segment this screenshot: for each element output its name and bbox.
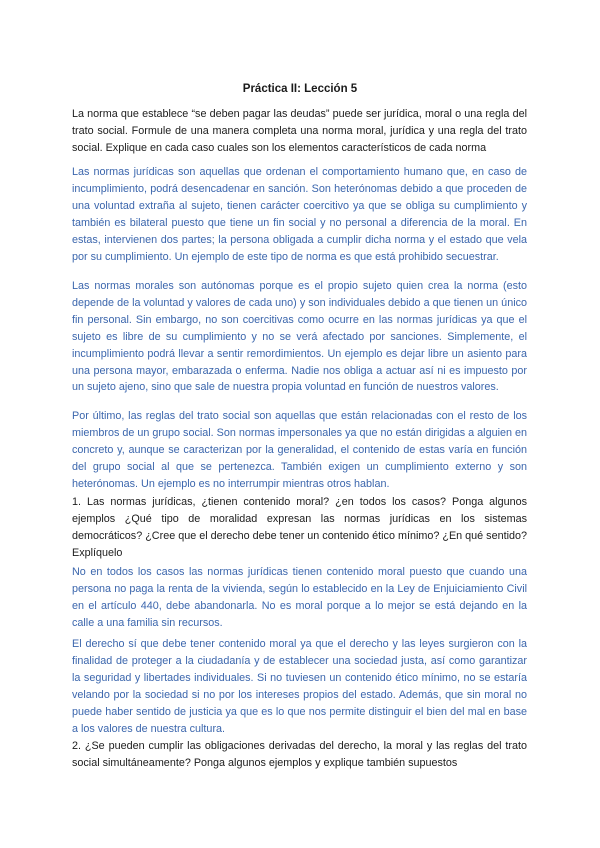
answer-trato-social: Por último, las reglas del trato social son aquellas que están relacionadas con el resto de los miembros de un grupo social. Son normas impersonales ya que no están dirigidas a alguien en concreto y, aunque se caracterizan por la generalidad, el contenido de estas varía en función del grupo social al que se pertenezca. También exigen un cumplimiento externo y son heterónomas. Un ejemplo es no interrumpir mientras otros hablan. <box>72 410 527 490</box>
answer-juridicas: Las normas jurídicas son aquellas que ordenan el comportamiento humano que, en caso de incumplimiento, podrá desencadenar en sanción. Son heterónomas debido a que proceden de una voluntad extraña al sujeto, tienen carácter coercitivo ya que se obliga su cumplimiento y también es bilateral puesto que tiene un fin social y no personal a diferencia de la moral. En estas, intervienen dos partes; la persona obligada a cumplir dicha norma y el estado que vela por su cumplimiento. Un ejemplo de este tipo de norma es que está prohibido secuestrar. <box>72 166 527 263</box>
answer-morales: Las normas morales son autónomas porque es el propio sujeto quien crea la norma (esto depende de la voluntad y valores de cada uno) y son individuales debido a que tienen un único fin personal. Sin embargo, no son coercitivas como ocurre en las normas jurídicas ya que el sujeto es libre de su cumplimiento y no se verá afectado por sanciones. Simplemente, el incumplimiento podrá llevar a sentir remordimientos. Un ejemplo es dejar libre un asiento para una persona mayor, embarazada o enferma. Nadie nos obliga a actuar así ni es impuesto por un sujeto ajeno, sino que sale de nuestra propia voluntad en función de nuestros valores. <box>72 280 527 394</box>
page-title: Práctica II: Lección 5 <box>242 83 358 95</box>
answer-1b: El derecho sí que debe tener contenido moral ya que el derecho y las leyes surgieron con la finalidad de proteger a la ciudadanía y de establecer una sociedad justa, así como garantizar la seguridad y libertades individuales. Si no tuviesen un contenido ético mínimo, no se estaría velando por la sociedad si no por los intereses propios del estado. Además, que sin moral no puede haber sentido de justicia ya que es lo que nos permite distinguir el bien del mal en base a los valores de nuestra cultura. <box>72 638 527 735</box>
intro-question: La norma que establece “se deben pagar las deudas” puede ser jurídica, moral o una regla del trato social. Formule de una manera completa una norma moral, jurídica y una regla del trato social. Explique en cada caso cuales son los elementos característicos de cada norma <box>72 108 527 154</box>
answer-1a: No en todos los casos las normas jurídicas tienen contenido moral puesto que cuando una persona no paga la renta de la vivienda, según lo establecido en la Ley de Enjuiciamiento Civil en el artículo 440, debe abandonarla. No es moral porque a lo mejor se está dejando en la calle a una familia sin recursos. <box>72 566 527 629</box>
question-2: 2. ¿Se pueden cumplir las obligaciones derivadas del derecho, la moral y las reglas del trato social simultáneamente? Ponga algunos ejemplos y explique también supuestos <box>72 740 527 769</box>
question-1: 1. Las normas jurídicas, ¿tienen contenido moral? ¿en todos los casos? Ponga algunos ejemplos ¿Qué tipo de moralidad expresan las normas jurídicas en los sistemas democráticos? ¿Cree que el derecho debe tener un contenido ético mínimo? ¿En qué sentido? Explíquelo <box>72 496 527 559</box>
